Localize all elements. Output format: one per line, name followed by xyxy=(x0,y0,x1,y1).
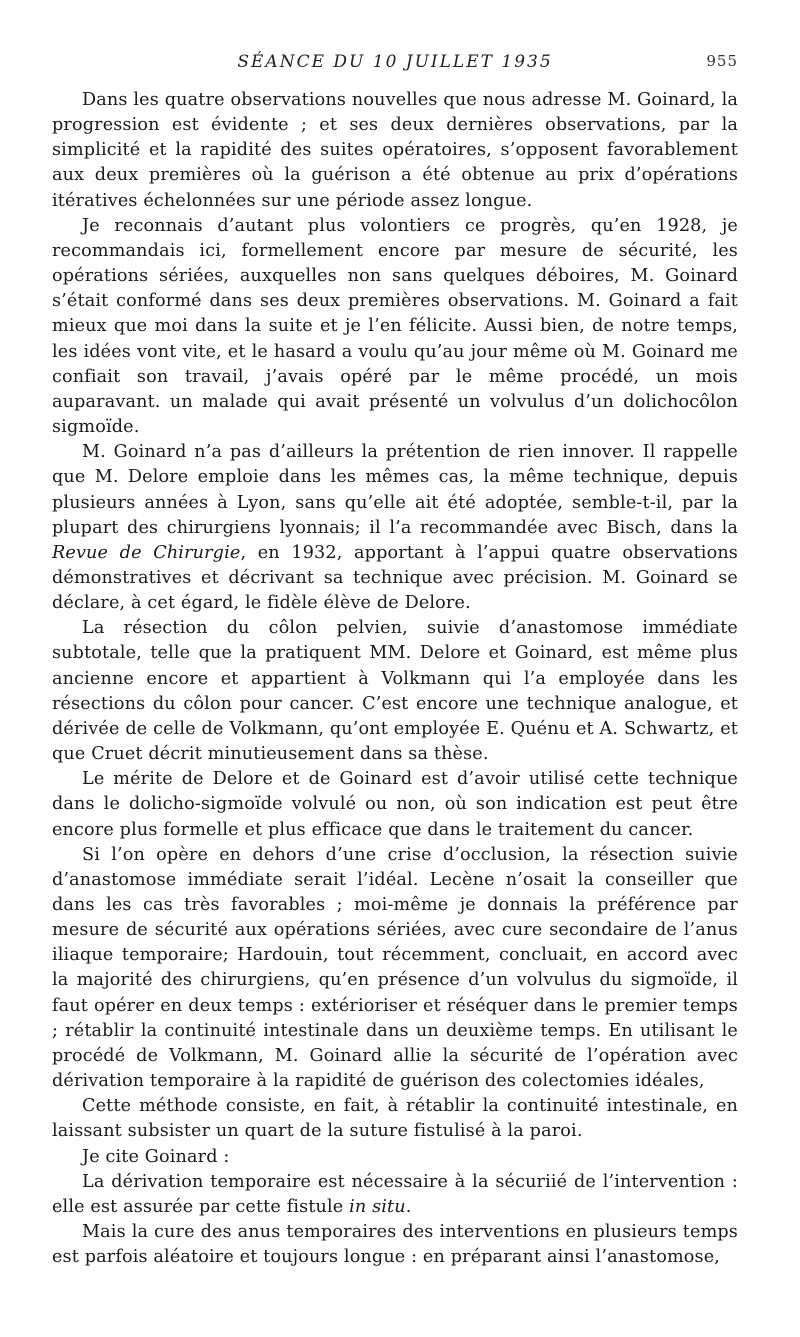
paragraph-10: Mais la cure des anus temporaires des interventions en plusieurs temps est parfois aléatoire et toujours longue : en préparant ainsi l’anastomose, xyxy=(52,1222,738,1268)
paragraph-9-text-after: . xyxy=(405,1196,412,1217)
paragraph-3 xyxy=(52,440,738,616)
paragraph-6: Si l’on opère en dehors d’une crise d’occlusion, la résection suivie d’anastomose immédiate serait l’idéal. Lecène n’osait la conseiller que dans les cas très favorables ; moi-même je donnais la préférence par mesure de sécurité aux opérations sériées, avec cure secondaire de l’anus iliaque temporaire; Hardouin, tout récemment, concluait, en accord avec la majorité des chirurgiens, qu’en présence d’un volvulus du sigmoïde, il faut opérer en deux temps : extérioriser et réséquer dans le premier temps ; rétablir la continuité intestinale dans un deuxième temps. En utilisant le procédé de Volkmann, M. Goinard allie la sécurité de l’opération avec dérivation temporaire à la rapidité de guérison des colectomies idéales, xyxy=(52,844,738,1092)
paragraph-9 xyxy=(52,1170,738,1220)
paragraph-3-text-after: , en 1932, apportant à l’appui quatre observations démonstratives et décrivant sa technique avec précision. M. Goinard se déclare, à cet égard, le fidèle élève de Delore. xyxy=(52,542,738,614)
paragraph-2: Je reconnais d’autant plus volontiers ce progrès, qu’en 1928, je recommandais ici, formellement encore par mesure de sécurité, les opérations sériées, auxquelles non sans quelques déboires, M. Goinard s’était conformé dans ses deux premières observations. M. Goinard a fait mieux que moi dans la suite et je l’en félicite. Aussi bien, de notre temps, les idées vont vite, et le hasard a voulu qu’au jour même où M. Goinard me confiait son travail, j’avais opéré par le même procédé, un mois auparavant. un malade qui avait présenté un volvulus d’un dolichocôlon sigmoïde. xyxy=(52,215,738,438)
page-number: 955 xyxy=(706,52,738,70)
paragraph-1: Dans les quatre observations nouvelles que nous adresse M. Goinard, la progression est évidente ; et ses deux dernières observations, par la simplicité et la rapidité des suites opératoires, s’opposent favorablement aux deux premières où la guérison a été obtenue au prix d’opérations itératives échelonnées sur une période assez longue. xyxy=(52,90,738,211)
running-head xyxy=(52,52,738,74)
running-title: SÉANCE DU 10 JUILLET 1935 xyxy=(237,52,553,72)
latin-phrase: in situ xyxy=(349,1196,406,1217)
paragraph-5: Le mérite de Delore et de Goinard est d’avoir utilisé cette technique dans le dolicho-sigmoïde volvulé ou non, où son indication est peut être encore plus formelle et plus efficace que dans le traitement du cancer. xyxy=(52,769,738,840)
paragraph-3-text-before: M. Goinard n’a pas d’ailleurs la prétention de rien innover. Il rappelle que M. Delore emploie dans les mêmes cas, la même technique, depuis plusieurs années à Lyon, sans qu’elle ait été adoptée, semble-t-il, par la plupart des chirurgiens lyonnais; il l’a recommandée avec Bisch, dans la xyxy=(52,442,738,538)
paragraph-8: Je cite Goinard : xyxy=(82,1146,230,1167)
paragraph-7: Cette méthode consiste, en fait, à rétablir la continuité intestinale, en laissant subsister un quart de la suture fistulisé à la paroi. xyxy=(52,1096,738,1142)
paragraph-4: La résection du côlon pelvien, suivie d’anastomose immédiate subtotale, telle que la pratiquent MM. Delore et Goinard, est même plus ancienne encore et appartient à Volkmann qui l’a employée dans les résections du côlon pour cancer. C’est encore une technique analogue, et dérivée de celle de Volkmann, qu’ont employée E. Quénu et A. Schwartz, et que Cruet décrit minutieusement dans sa thèse. xyxy=(52,618,738,765)
journal-title: Revue de Chirurgie xyxy=(52,542,241,563)
paragraph-9-text-before: La dérivation temporaire est nécessaire à la sécuriié de l’intervention : elle est assurée par cette fistule xyxy=(52,1171,738,1217)
body-text xyxy=(52,88,738,1270)
